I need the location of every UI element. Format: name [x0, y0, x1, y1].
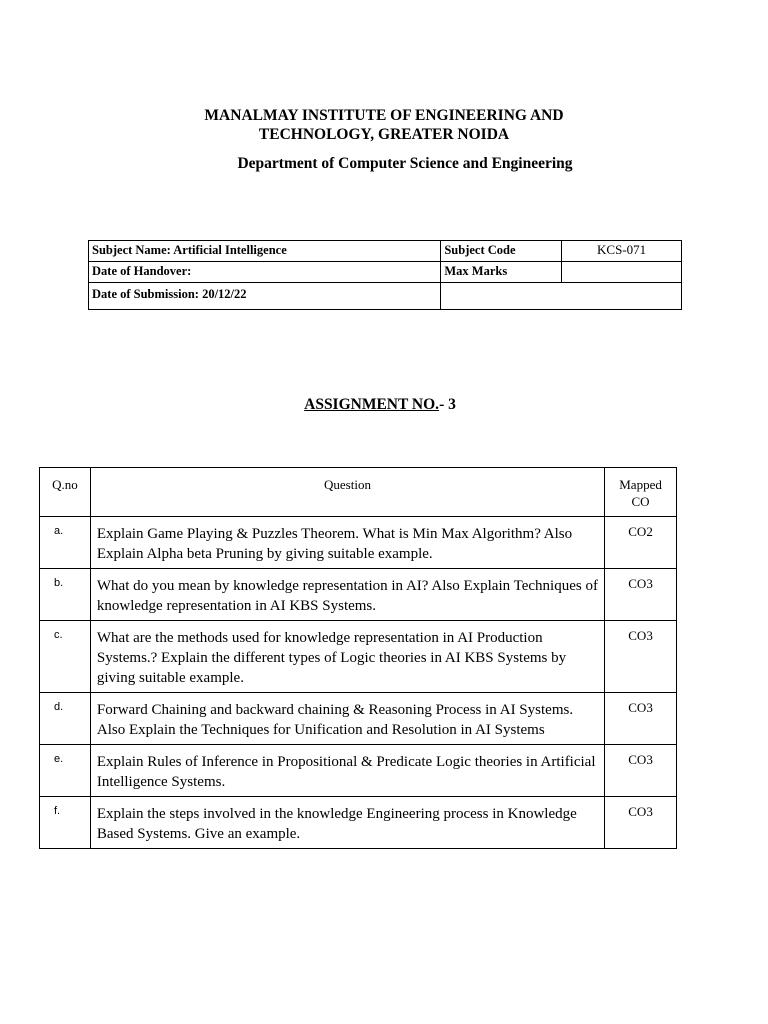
question-text: What do you mean by knowledge representation in AI? Also Explain Techniques of knowledge representation in AI KBS Systems.	[90, 569, 604, 621]
subject-name-cell: Subject Name: Artificial Intelligence	[89, 241, 441, 262]
question-row-b	[40, 569, 677, 621]
mapped-co: CO2	[605, 517, 677, 569]
subject-code-label: Subject Code	[441, 241, 562, 262]
question-row-e	[40, 745, 677, 797]
header-question: Question	[90, 468, 604, 517]
header-qno: Q.no	[40, 468, 91, 517]
max-marks-value	[562, 262, 682, 283]
institute-name-line2: TECHNOLOGY, GREATER NOIDA	[258, 126, 510, 143]
question-row-d	[40, 693, 677, 745]
questions-header-row	[40, 468, 677, 517]
question-row-f	[40, 797, 677, 849]
header-mapped-line1: Mapped	[619, 477, 662, 492]
question-number: c.	[40, 621, 91, 693]
submission-empty-cell	[441, 283, 682, 310]
question-number: b.	[40, 569, 91, 621]
mapped-co: CO3	[605, 745, 677, 797]
question-number: f.	[40, 797, 91, 849]
assignment-title	[0, 395, 760, 415]
question-number: d.	[40, 693, 91, 745]
department-title: Department of Computer Science and Engineering	[237, 155, 573, 172]
question-text: Explain the steps involved in the knowledge Engineering process in Knowledge Based Systems. Give an example.	[90, 797, 604, 849]
question-number: a.	[40, 517, 91, 569]
questions-table	[39, 467, 677, 849]
header-mapped-line2: CO	[631, 494, 650, 509]
question-text: Forward Chaining and backward chaining & Reasoning Process in AI Systems. Also Explain the Techniques for Unification and Resolution in AI Systems	[90, 693, 604, 745]
subject-info-table	[88, 240, 682, 310]
question-text: Explain Game Playing & Puzzles Theorem. What is Min Max Algorithm? Also Explain Alpha beta Pruning by giving suitable example.	[90, 517, 604, 569]
max-marks-label: Max Marks	[441, 262, 562, 283]
assignment-number: - 3	[439, 396, 456, 413]
submission-date-cell: Date of Submission: 20/12/22	[89, 283, 441, 310]
question-row-a	[40, 517, 677, 569]
question-number: e.	[40, 745, 91, 797]
mapped-co: CO3	[605, 569, 677, 621]
assignment-label: ASSIGNMENT NO.	[304, 396, 440, 413]
handover-date-cell: Date of Handover:	[89, 262, 441, 283]
info-row-subject	[89, 241, 682, 262]
mapped-co: CO3	[605, 621, 677, 693]
question-text: Explain Rules of Inference in Propositional & Predicate Logic theories in Artificial Intelligence Systems.	[90, 745, 604, 797]
question-text: What are the methods used for knowledge representation in AI Production Systems.? Explain the different types of Logic theories in AI KBS Systems by giving suitable example.	[90, 621, 604, 693]
mapped-co: CO3	[605, 693, 677, 745]
question-row-c	[40, 621, 677, 693]
header-mapped-co	[605, 468, 677, 517]
info-row-handover	[89, 262, 682, 283]
mapped-co: CO3	[605, 797, 677, 849]
info-row-submission	[89, 283, 682, 310]
subject-code-value: KCS-071	[562, 241, 682, 262]
institute-name-line1: MANALMAY INSTITUTE OF ENGINEERING AND	[204, 107, 564, 124]
